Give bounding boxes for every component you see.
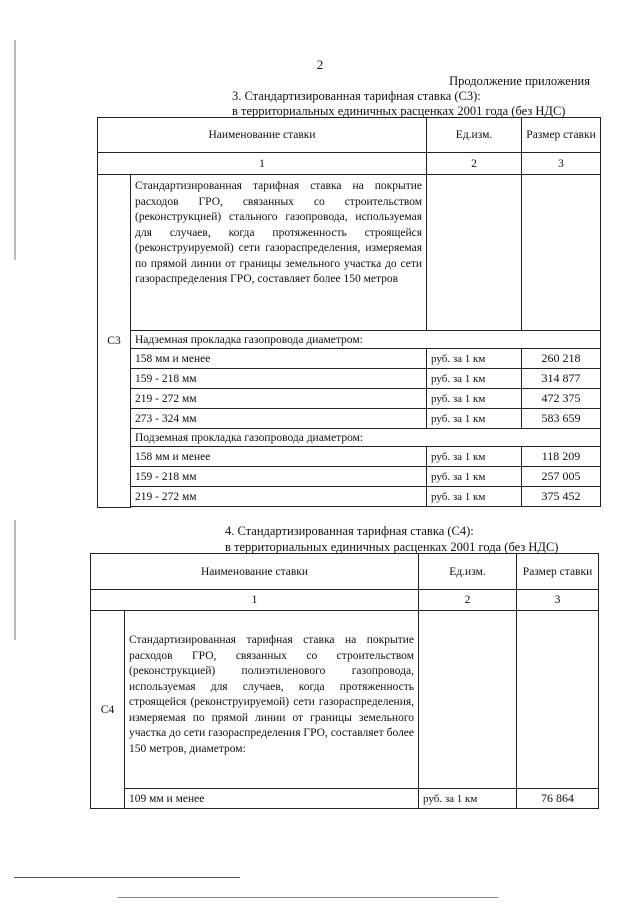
row-value: 257 005 [522, 467, 601, 487]
row-name: 273 - 324 мм [131, 409, 427, 429]
page-number: 2 [316, 57, 324, 72]
row-name: 158 мм и менее [131, 447, 427, 467]
row-value: 118 209 [522, 447, 601, 467]
row-unit: руб. за 1 км [427, 487, 522, 507]
section-title-c4: 4. Стандартизированная тарифная ставка (С4): [225, 524, 474, 538]
row-value: 314 877 [522, 369, 601, 389]
header-unit: Ед.изм. [427, 118, 522, 153]
row-name: 109 мм и менее [125, 789, 419, 809]
row-unit: руб. за 1 км [427, 447, 522, 467]
col-number-2: 2 [419, 590, 517, 611]
subsection-label: Подземная прокладка газопровода диаметром: [131, 429, 601, 447]
row-name: 159 - 218 мм [131, 369, 427, 389]
row-value: 583 659 [522, 409, 601, 429]
col-number-1: 1 [91, 590, 419, 611]
header-unit: Ед.изм. [419, 554, 517, 590]
row-unit: руб. за 1 км [427, 369, 522, 389]
tariff-table-c3 [97, 117, 601, 508]
binding-mark [14, 520, 16, 640]
section-subtitle-c4: в территориальных единичных расценках 2001 года (без НДС) [225, 540, 559, 554]
binding-mark [14, 40, 16, 260]
row-name: 159 - 218 мм [131, 467, 427, 487]
empty-cell [419, 611, 517, 789]
header-size: Размер ставки [522, 118, 601, 153]
empty-cell [427, 175, 522, 331]
row-name: 219 - 272 мм [131, 487, 427, 507]
header-name: Наименование ставки [98, 118, 427, 153]
subsection-label: Надземная прокладка газопровода диаметром: [131, 331, 601, 349]
rate-description: Стандартизированная тарифная ставка на покрытие расходов ГРО, связанных со строительством (реконструкцией) стального газопровода, используемая для случаев, когда протяженность строящейся (реконструируемой) сети газораспределения, измеряемая по прямой линии от границы земельного участка до сети газораспределения ГРО, составляет более 150 метров [131, 175, 427, 331]
row-value: 76 864 [517, 789, 599, 809]
col-number-2: 2 [427, 153, 522, 175]
rate-description: Стандартизированная тарифная ставка на покрытие расходов ГРО, связанных со строительством (реконструкцией) полиэтиленового газопровода, используемая для случаев, когда протяженность строящейся (реконструируемой) сети газораспределения, измеряемая по прямой линии от границы земельного участка до сети газораспределения ГРО, составляет более 150 метров, диаметром: [125, 611, 419, 789]
col-number-3: 3 [522, 153, 601, 175]
header-name: Наименование ставки [91, 554, 419, 590]
row-name: 158 мм и менее [131, 349, 427, 369]
row-unit: руб. за 1 км [427, 409, 522, 429]
row-name: 219 - 272 мм [131, 389, 427, 409]
col-number-3: 3 [517, 590, 599, 611]
empty-cell [522, 175, 601, 331]
row-unit: руб. за 1 км [419, 789, 517, 809]
continuation-note: Продолжение приложения [449, 74, 590, 88]
rate-code: С3 [98, 175, 131, 508]
col-number-1: 1 [98, 153, 427, 175]
tariff-table-c4 [90, 553, 599, 809]
row-unit: руб. за 1 км [427, 349, 522, 369]
section-title-c3: 3. Стандартизированная тарифная ставка (С3): [232, 89, 481, 103]
row-value: 472 375 [522, 389, 601, 409]
header-size: Размер ставки [517, 554, 599, 590]
empty-cell [517, 611, 599, 789]
footer-line [118, 897, 498, 898]
row-unit: руб. за 1 км [427, 389, 522, 409]
row-value: 375 452 [522, 487, 601, 507]
rate-code: С4 [91, 611, 125, 809]
row-unit: руб. за 1 км [427, 467, 522, 487]
section-subtitle-c3: в территориальных единичных расценках 2001 года (без НДС) [232, 104, 566, 118]
row-value: 260 218 [522, 349, 601, 369]
footer-line [14, 877, 240, 878]
